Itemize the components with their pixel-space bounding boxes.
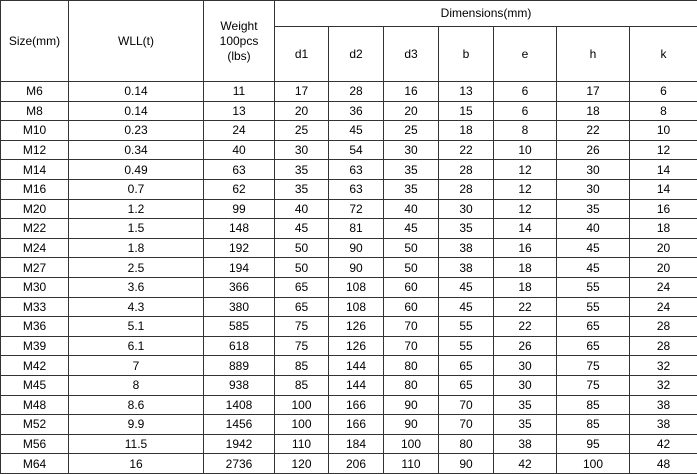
wll-cell: 8.6 bbox=[69, 395, 204, 415]
h-cell: 30 bbox=[557, 179, 630, 199]
e-header: e bbox=[494, 27, 557, 82]
e-cell: 35 bbox=[494, 395, 557, 415]
b-cell: 38 bbox=[439, 258, 494, 278]
b-cell: 70 bbox=[439, 415, 494, 435]
table-row bbox=[1, 375, 697, 395]
d1-cell: 35 bbox=[275, 179, 329, 199]
e-cell: 30 bbox=[494, 375, 557, 395]
size-cell: M36 bbox=[1, 317, 69, 337]
weight-cell: 889 bbox=[204, 356, 275, 376]
table-row bbox=[1, 395, 697, 415]
d2-cell: 126 bbox=[329, 336, 384, 356]
k-cell: 20 bbox=[630, 238, 697, 258]
d2-cell: 184 bbox=[329, 434, 384, 454]
b-header: b bbox=[439, 27, 494, 82]
b-cell: 28 bbox=[439, 179, 494, 199]
d2-cell: 63 bbox=[329, 160, 384, 180]
h-cell: 18 bbox=[557, 101, 630, 121]
wll-cell: 5.1 bbox=[69, 317, 204, 337]
d1-cell: 110 bbox=[275, 434, 329, 454]
k-cell: 14 bbox=[630, 160, 697, 180]
wll-header: WLL(t) bbox=[69, 1, 204, 82]
weight-cell: 585 bbox=[204, 317, 275, 337]
d1-cell: 120 bbox=[275, 454, 329, 474]
d2-cell: 45 bbox=[329, 121, 384, 141]
size-cell: M27 bbox=[1, 258, 69, 278]
b-cell: 15 bbox=[439, 101, 494, 121]
d2-cell: 90 bbox=[329, 258, 384, 278]
table-row bbox=[1, 297, 697, 317]
d3-cell: 90 bbox=[384, 415, 439, 435]
size-cell: M8 bbox=[1, 101, 69, 121]
d1-cell: 30 bbox=[275, 140, 329, 160]
weight-cell: 1408 bbox=[204, 395, 275, 415]
d3-cell: 40 bbox=[384, 199, 439, 219]
size-cell: M10 bbox=[1, 121, 69, 141]
d1-cell: 65 bbox=[275, 297, 329, 317]
h-cell: 85 bbox=[557, 395, 630, 415]
size-cell: M48 bbox=[1, 395, 69, 415]
e-cell: 38 bbox=[494, 434, 557, 454]
weight-cell: 11 bbox=[204, 82, 275, 102]
weight-cell: 63 bbox=[204, 160, 275, 180]
e-cell: 12 bbox=[494, 160, 557, 180]
d3-cell: 25 bbox=[384, 121, 439, 141]
d3-cell: 30 bbox=[384, 140, 439, 160]
h-cell: 65 bbox=[557, 317, 630, 337]
size-header: Size(mm) bbox=[1, 1, 69, 82]
e-cell: 26 bbox=[494, 336, 557, 356]
wll-cell: 7 bbox=[69, 356, 204, 376]
d2-header: d2 bbox=[329, 27, 384, 82]
b-cell: 38 bbox=[439, 238, 494, 258]
size-cell: M56 bbox=[1, 434, 69, 454]
d2-cell: 144 bbox=[329, 375, 384, 395]
weight-cell: 1456 bbox=[204, 415, 275, 435]
k-cell: 16 bbox=[630, 199, 697, 219]
d3-cell: 50 bbox=[384, 258, 439, 278]
d1-cell: 20 bbox=[275, 101, 329, 121]
d1-cell: 75 bbox=[275, 317, 329, 337]
e-cell: 12 bbox=[494, 179, 557, 199]
table-row bbox=[1, 82, 697, 102]
wll-cell: 0.34 bbox=[69, 140, 204, 160]
size-cell: M22 bbox=[1, 219, 69, 239]
wll-cell: 16 bbox=[69, 454, 204, 474]
e-cell: 10 bbox=[494, 140, 557, 160]
k-cell: 42 bbox=[630, 434, 697, 454]
d1-cell: 75 bbox=[275, 336, 329, 356]
b-cell: 90 bbox=[439, 454, 494, 474]
d2-cell: 166 bbox=[329, 415, 384, 435]
wll-cell: 1.2 bbox=[69, 199, 204, 219]
weight-cell: 40 bbox=[204, 140, 275, 160]
e-cell: 30 bbox=[494, 356, 557, 376]
d3-cell: 20 bbox=[384, 101, 439, 121]
weight-cell: 148 bbox=[204, 219, 275, 239]
d2-cell: 36 bbox=[329, 101, 384, 121]
b-cell: 28 bbox=[439, 160, 494, 180]
h-cell: 22 bbox=[557, 121, 630, 141]
d3-cell: 70 bbox=[384, 317, 439, 337]
table-row bbox=[1, 160, 697, 180]
b-cell: 30 bbox=[439, 199, 494, 219]
wll-cell: 4.3 bbox=[69, 297, 204, 317]
h-cell: 85 bbox=[557, 415, 630, 435]
d2-cell: 144 bbox=[329, 356, 384, 376]
d3-cell: 35 bbox=[384, 160, 439, 180]
size-cell: M6 bbox=[1, 82, 69, 102]
d1-cell: 65 bbox=[275, 277, 329, 297]
table-row bbox=[1, 199, 697, 219]
h-cell: 65 bbox=[557, 336, 630, 356]
b-cell: 35 bbox=[439, 219, 494, 239]
d1-cell: 25 bbox=[275, 121, 329, 141]
wll-cell: 3.6 bbox=[69, 277, 204, 297]
weight-cell: 194 bbox=[204, 258, 275, 278]
e-cell: 6 bbox=[494, 82, 557, 102]
size-cell: M52 bbox=[1, 415, 69, 435]
weight-header-line-2: 100pcs bbox=[219, 33, 259, 48]
d2-cell: 108 bbox=[329, 297, 384, 317]
h-cell: 30 bbox=[557, 160, 630, 180]
d2-cell: 63 bbox=[329, 179, 384, 199]
d1-cell: 85 bbox=[275, 375, 329, 395]
wll-cell: 8 bbox=[69, 375, 204, 395]
wll-cell: 1.8 bbox=[69, 238, 204, 258]
weight-cell: 366 bbox=[204, 277, 275, 297]
table-row bbox=[1, 121, 697, 141]
wll-cell: 0.7 bbox=[69, 179, 204, 199]
k-cell: 24 bbox=[630, 277, 697, 297]
d3-header: d3 bbox=[384, 27, 439, 82]
weight-cell: 24 bbox=[204, 121, 275, 141]
table-row bbox=[1, 277, 697, 297]
d1-cell: 100 bbox=[275, 415, 329, 435]
b-cell: 45 bbox=[439, 277, 494, 297]
b-cell: 13 bbox=[439, 82, 494, 102]
e-cell: 8 bbox=[494, 121, 557, 141]
h-cell: 55 bbox=[557, 277, 630, 297]
table-row bbox=[1, 219, 697, 239]
d3-cell: 110 bbox=[384, 454, 439, 474]
table-row bbox=[1, 258, 697, 278]
d1-header: d1 bbox=[275, 27, 329, 82]
h-cell: 95 bbox=[557, 434, 630, 454]
h-cell: 55 bbox=[557, 297, 630, 317]
b-cell: 45 bbox=[439, 297, 494, 317]
h-cell: 45 bbox=[557, 238, 630, 258]
wll-cell: 6.1 bbox=[69, 336, 204, 356]
b-cell: 65 bbox=[439, 375, 494, 395]
h-cell: 26 bbox=[557, 140, 630, 160]
h-cell: 45 bbox=[557, 258, 630, 278]
h-cell: 75 bbox=[557, 375, 630, 395]
d3-cell: 70 bbox=[384, 336, 439, 356]
d2-cell: 90 bbox=[329, 238, 384, 258]
size-cell: M16 bbox=[1, 179, 69, 199]
e-cell: 14 bbox=[494, 219, 557, 239]
table-row bbox=[1, 356, 697, 376]
k-cell: 14 bbox=[630, 179, 697, 199]
k-cell: 12 bbox=[630, 140, 697, 160]
d3-cell: 60 bbox=[384, 297, 439, 317]
table-body bbox=[1, 82, 697, 474]
size-cell: M42 bbox=[1, 356, 69, 376]
d1-cell: 50 bbox=[275, 258, 329, 278]
k-cell: 28 bbox=[630, 336, 697, 356]
d2-cell: 126 bbox=[329, 317, 384, 337]
weight-cell: 99 bbox=[204, 199, 275, 219]
d3-cell: 80 bbox=[384, 356, 439, 376]
k-cell: 32 bbox=[630, 375, 697, 395]
d3-cell: 50 bbox=[384, 238, 439, 258]
h-cell: 40 bbox=[557, 219, 630, 239]
e-cell: 6 bbox=[494, 101, 557, 121]
table-row bbox=[1, 101, 697, 121]
d1-cell: 100 bbox=[275, 395, 329, 415]
e-cell: 12 bbox=[494, 199, 557, 219]
h-cell: 100 bbox=[557, 454, 630, 474]
b-cell: 18 bbox=[439, 121, 494, 141]
table-row bbox=[1, 454, 697, 474]
k-cell: 48 bbox=[630, 454, 697, 474]
e-cell: 42 bbox=[494, 454, 557, 474]
d2-cell: 54 bbox=[329, 140, 384, 160]
weight-cell: 938 bbox=[204, 375, 275, 395]
size-cell: M14 bbox=[1, 160, 69, 180]
k-cell: 38 bbox=[630, 395, 697, 415]
wll-cell: 2.5 bbox=[69, 258, 204, 278]
d3-cell: 80 bbox=[384, 375, 439, 395]
d2-cell: 81 bbox=[329, 219, 384, 239]
e-cell: 22 bbox=[494, 297, 557, 317]
h-cell: 17 bbox=[557, 82, 630, 102]
d1-cell: 35 bbox=[275, 160, 329, 180]
table-row bbox=[1, 434, 697, 454]
weight-cell: 2736 bbox=[204, 454, 275, 474]
d3-cell: 16 bbox=[384, 82, 439, 102]
e-cell: 18 bbox=[494, 277, 557, 297]
d3-cell: 60 bbox=[384, 277, 439, 297]
size-cell: M33 bbox=[1, 297, 69, 317]
dimensions-header: Dimensions(mm) bbox=[275, 1, 697, 27]
wll-cell: 0.23 bbox=[69, 121, 204, 141]
table-row bbox=[1, 415, 697, 435]
weight-cell: 380 bbox=[204, 297, 275, 317]
d1-cell: 40 bbox=[275, 199, 329, 219]
wll-cell: 0.49 bbox=[69, 160, 204, 180]
table-row bbox=[1, 179, 697, 199]
weight-cell: 192 bbox=[204, 238, 275, 258]
d3-cell: 90 bbox=[384, 395, 439, 415]
table-row bbox=[1, 336, 697, 356]
d2-cell: 206 bbox=[329, 454, 384, 474]
h-cell: 75 bbox=[557, 356, 630, 376]
d3-cell: 100 bbox=[384, 434, 439, 454]
wll-cell: 9.9 bbox=[69, 415, 204, 435]
k-cell: 10 bbox=[630, 121, 697, 141]
b-cell: 22 bbox=[439, 140, 494, 160]
e-cell: 18 bbox=[494, 258, 557, 278]
d2-cell: 166 bbox=[329, 395, 384, 415]
b-cell: 70 bbox=[439, 395, 494, 415]
table-row bbox=[1, 140, 697, 160]
wll-cell: 1.5 bbox=[69, 219, 204, 239]
k-cell: 6 bbox=[630, 82, 697, 102]
d3-cell: 45 bbox=[384, 219, 439, 239]
d2-cell: 72 bbox=[329, 199, 384, 219]
h-header: h bbox=[557, 27, 630, 82]
weight-header bbox=[204, 1, 275, 82]
size-cell: M39 bbox=[1, 336, 69, 356]
d2-cell: 28 bbox=[329, 82, 384, 102]
b-cell: 55 bbox=[439, 336, 494, 356]
k-cell: 38 bbox=[630, 415, 697, 435]
table-row bbox=[1, 317, 697, 337]
h-cell: 35 bbox=[557, 199, 630, 219]
size-cell: M30 bbox=[1, 277, 69, 297]
table-row bbox=[1, 238, 697, 258]
k-header: k bbox=[630, 27, 697, 82]
k-cell: 32 bbox=[630, 356, 697, 376]
b-cell: 80 bbox=[439, 434, 494, 454]
d3-cell: 35 bbox=[384, 179, 439, 199]
wll-cell: 0.14 bbox=[69, 82, 204, 102]
e-cell: 16 bbox=[494, 238, 557, 258]
wll-cell: 0.14 bbox=[69, 101, 204, 121]
d2-cell: 108 bbox=[329, 277, 384, 297]
weight-cell: 13 bbox=[204, 101, 275, 121]
size-cell: M64 bbox=[1, 454, 69, 474]
weight-cell: 1942 bbox=[204, 434, 275, 454]
d1-cell: 50 bbox=[275, 238, 329, 258]
d1-cell: 45 bbox=[275, 219, 329, 239]
size-cell: M45 bbox=[1, 375, 69, 395]
weight-header-line-1: Weight bbox=[220, 18, 258, 33]
size-cell: M12 bbox=[1, 140, 69, 160]
k-cell: 28 bbox=[630, 317, 697, 337]
k-cell: 8 bbox=[630, 101, 697, 121]
k-cell: 18 bbox=[630, 219, 697, 239]
e-cell: 22 bbox=[494, 317, 557, 337]
k-cell: 20 bbox=[630, 258, 697, 278]
d1-cell: 17 bbox=[275, 82, 329, 102]
size-cell: M24 bbox=[1, 238, 69, 258]
e-cell: 35 bbox=[494, 415, 557, 435]
b-cell: 55 bbox=[439, 317, 494, 337]
weight-cell: 62 bbox=[204, 179, 275, 199]
k-cell: 24 bbox=[630, 297, 697, 317]
size-cell: M20 bbox=[1, 199, 69, 219]
weight-cell: 618 bbox=[204, 336, 275, 356]
wll-cell: 11.5 bbox=[69, 434, 204, 454]
d1-cell: 85 bbox=[275, 356, 329, 376]
b-cell: 65 bbox=[439, 356, 494, 376]
weight-header-line-3: (lbs) bbox=[227, 48, 251, 63]
